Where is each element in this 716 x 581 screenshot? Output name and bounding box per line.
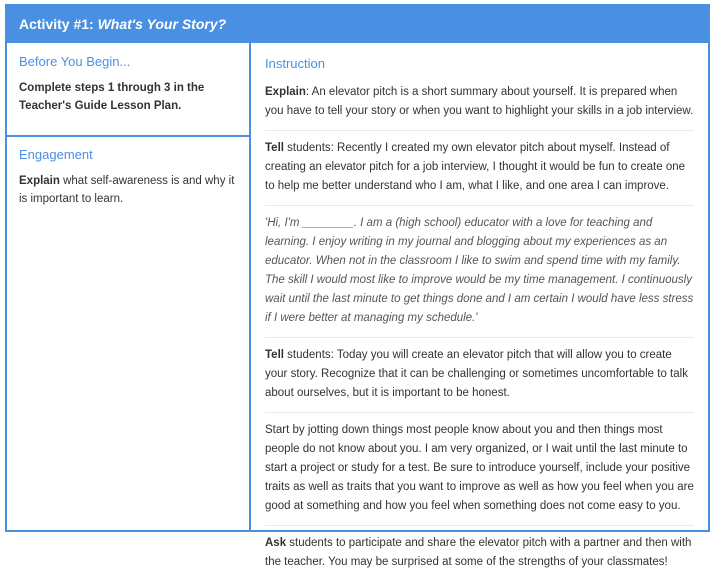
instruction-paragraph [265,75,694,131]
activity-number: Activity #1: [19,16,98,32]
instruction-paragraph [265,338,694,413]
paragraph-body: Start by jotting down things most people know about you and then things most people do not know about you. I am very organized, or I wait until the last minute to start a project or study for a test. Be sure to introduce yourself, include your positive traits as well as traits that you want to improve as well as how you feel when you are good at something and how you feel when something does not come easy to you. [265,424,694,512]
paragraph-lead: Tell [265,349,284,361]
instruction-paragraph [265,131,694,206]
elevator-pitch-example [265,206,694,338]
engagement-lead: Explain [19,175,60,187]
engagement-body: what self-awareness is and why it is important to learn. [19,175,235,205]
before-you-begin-title: Before You Begin... [19,54,131,69]
engagement-section [7,137,249,208]
paragraph-lead: Tell [265,142,284,154]
paragraph-body: students to participate and share the elevator pitch with a partner and then with the teacher. You may be surprised at some of the strengths of your classmates! [265,537,692,568]
activity-title: What's Your Story? [97,16,227,32]
paragraph-body: : An elevator pitch is a short summary about yourself. It is prepared when you have to tell your story or when you want to highlight your skills in a job interview. [265,86,694,117]
instruction-column [251,43,708,568]
left-column [7,43,251,530]
instruction-paragraph [265,526,694,581]
before-you-begin-section [7,43,249,137]
instruction-paragraph [265,413,694,526]
paragraph-lead: Ask [265,537,287,549]
engagement-text [19,172,237,208]
instruction-title: Instruction [265,56,325,71]
paragraph-body: 'Hi, I'm ________. I am a (high school) educator with a love for teaching and learning. I enjoy writing in my journal and blogging about my experiences as an educator. When not in the classroom I like to swim and spend time with my family. The skill I would most like to improve would be my time management. I continuously wait until the last minute to get things done and I am certain I would have less stress if I were better at managing my schedule.' [265,217,694,324]
activity-card [5,4,710,568]
paragraph-body: students: Recently I created my own elevator pitch about myself. Instead of creating an elevator pitch for a job interview, I thought it would be fun to create one to help me better understand who I am, what I like, and one area I can improve. [265,142,686,192]
activity-header [7,6,708,43]
before-you-begin-text: Complete steps 1 through 3 in the Teacher's Guide Lesson Plan. [19,82,205,112]
engagement-title: Engagement [19,147,93,162]
paragraph-lead: Explain [265,86,306,98]
instruction-section [251,43,708,581]
paragraph-body: students: Today you will create an elevator pitch that will allow you to create your story. Recognize that it can be challenging or sometimes uncomfortable to talk about ourselves, but it is important to be honest. [265,349,688,399]
